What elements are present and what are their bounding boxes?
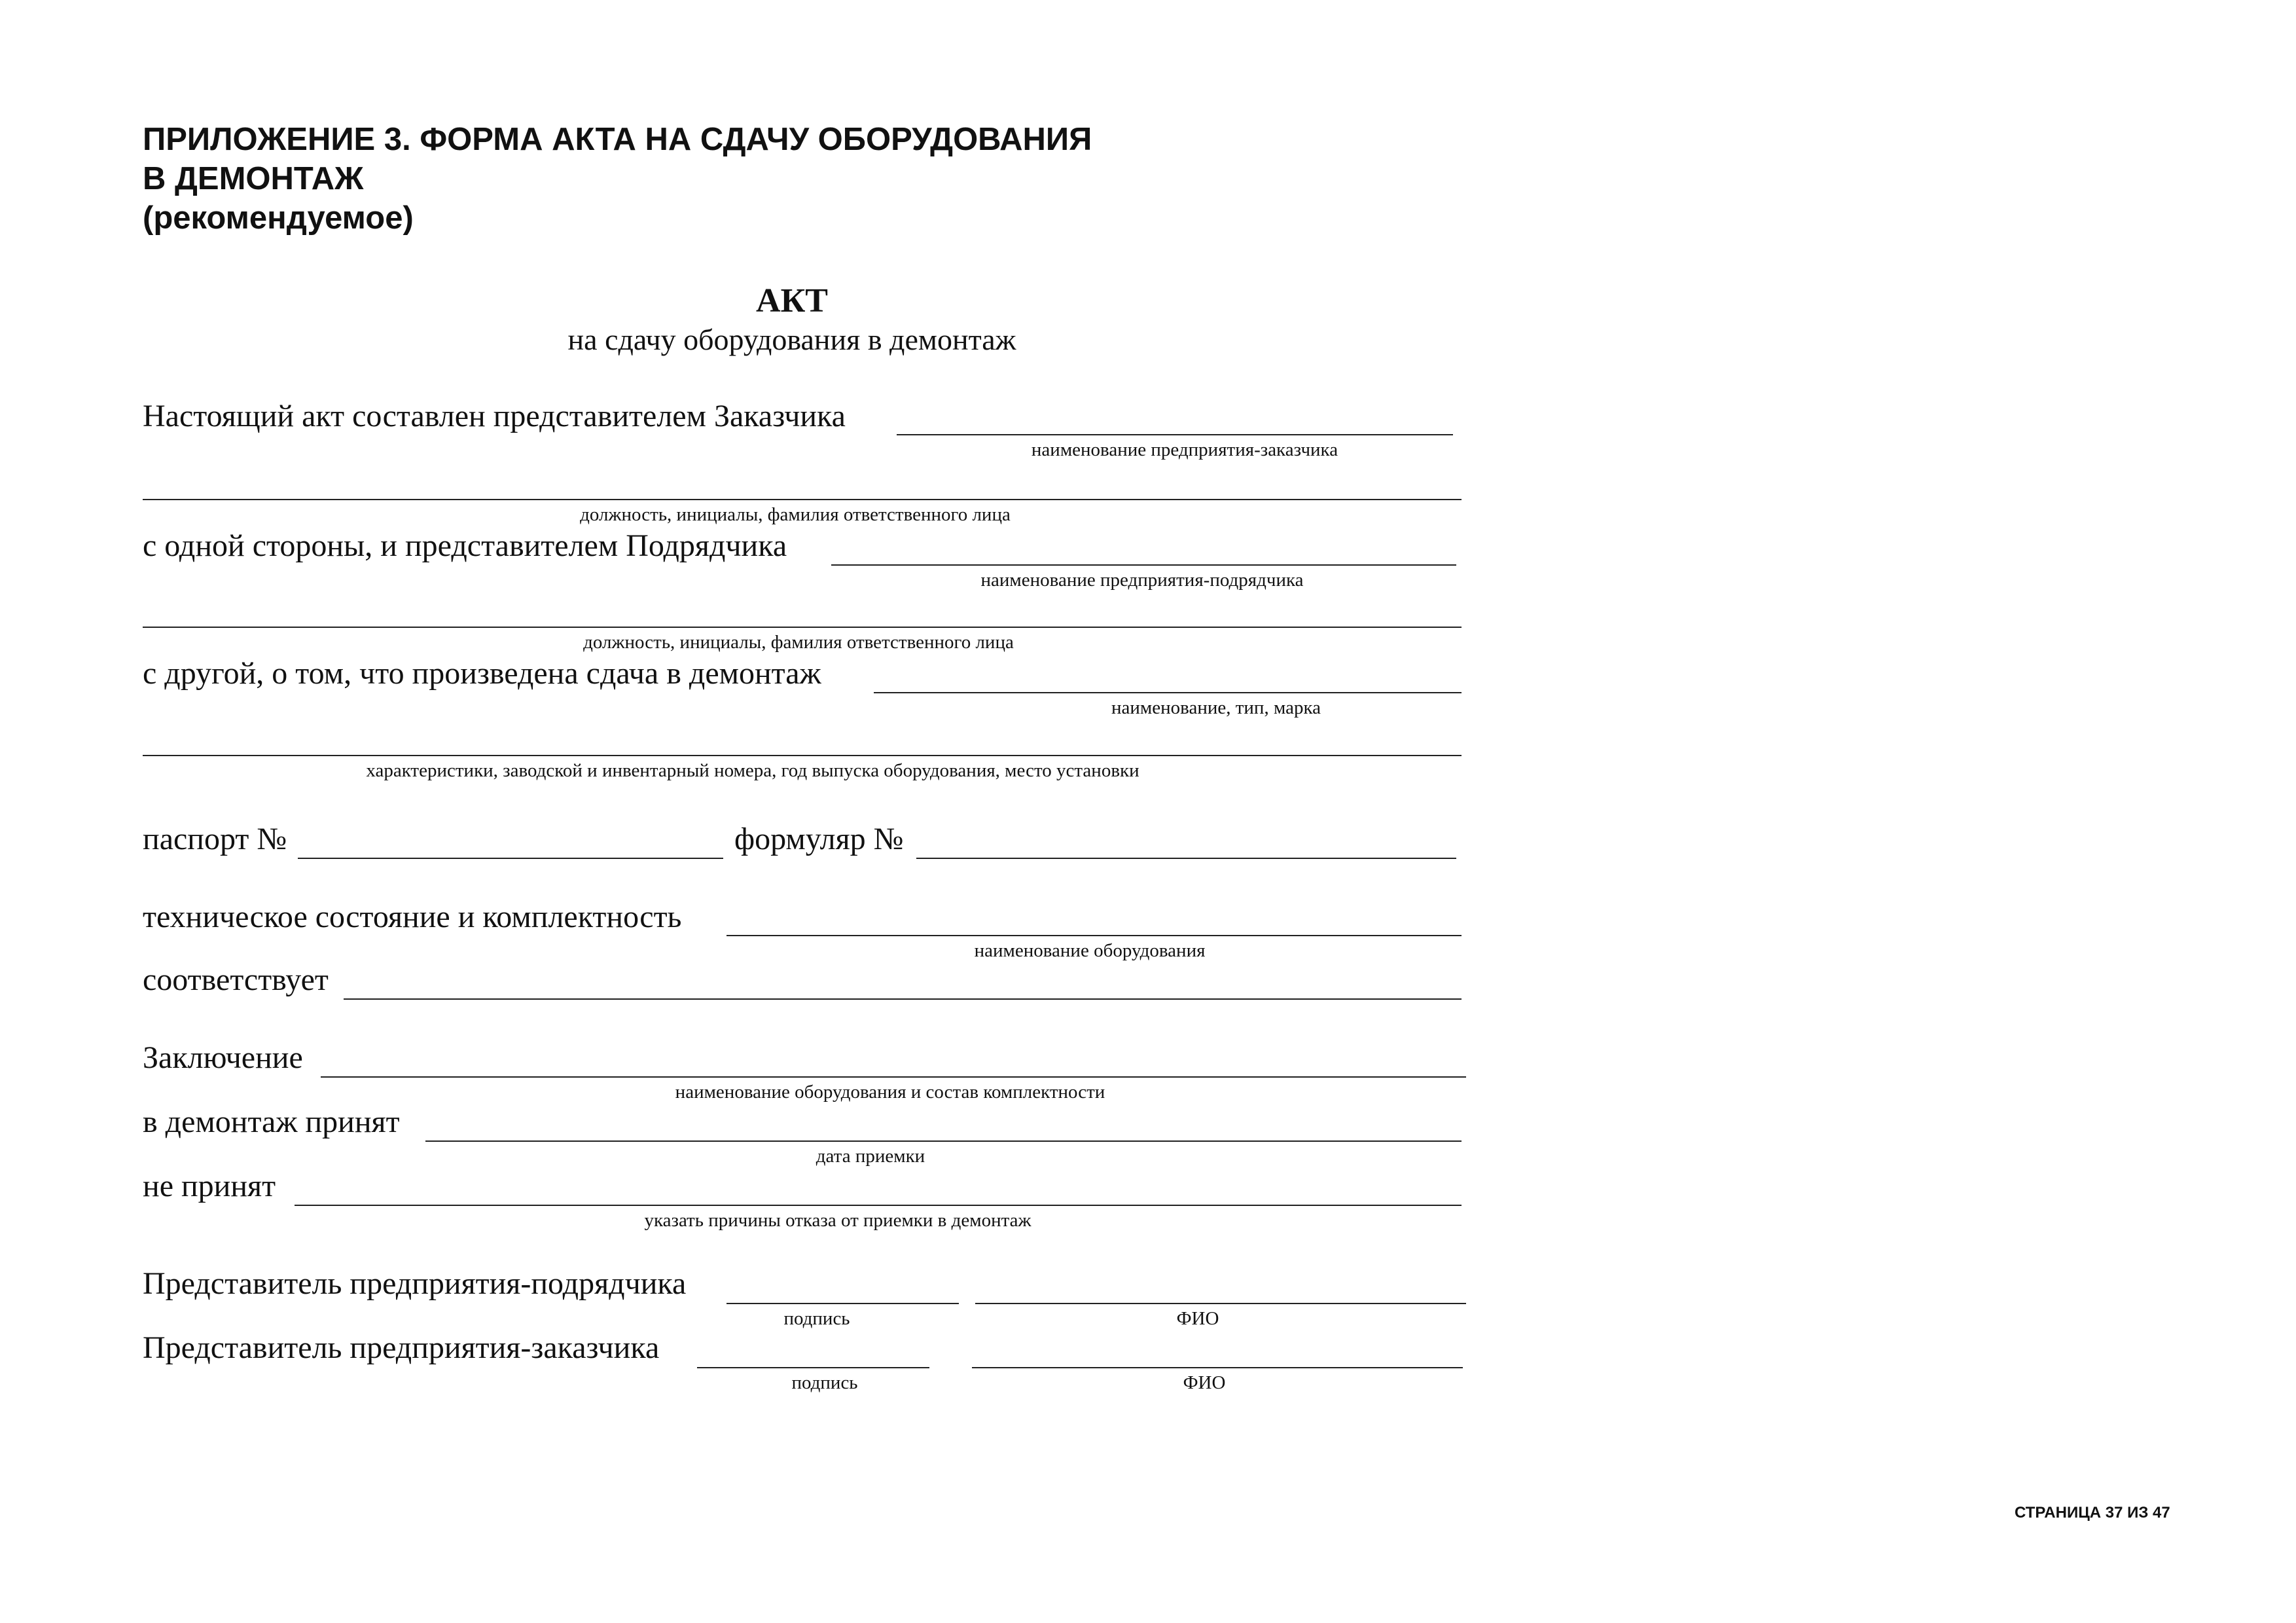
act-title: АКТ [756,282,828,319]
formular-number-line[interactable] [916,858,1456,859]
customer-signature-caption: подпись [791,1372,858,1393]
contractor-name-sign-line[interactable] [975,1303,1466,1304]
conclusion-line[interactable] [321,1076,1466,1078]
accepted-caption: дата приемки [816,1146,925,1167]
handover-label: с другой, о том, что произведена сдача в демонтаж [143,656,821,691]
customer-label: Настоящий акт составлен представителем Заказчика [143,399,846,433]
characteristics-caption: характеристики, заводской и инвентарный номера, год выпуска оборудования, место установки [366,760,1139,781]
customer-signature-line[interactable] [697,1367,929,1368]
contractor-rep-label: Представитель предприятия-подрядчика [143,1266,687,1301]
appendix-heading-line2: В ДЕМОНТАЖ [143,161,364,196]
appendix-heading-line1: ПРИЛОЖЕНИЕ 3. ФОРМА АКТА НА СДАЧУ ОБОРУДОВАНИЯ [143,122,1092,157]
characteristics-line[interactable] [143,755,1462,756]
customer-name-line[interactable] [897,434,1453,435]
not-accepted-line[interactable] [295,1205,1462,1206]
corresponds-label: соответствует [143,962,329,997]
customer-fio-caption: ФИО [1183,1372,1226,1393]
contractor-label: с одной стороны, и представителем Подрядчика [143,528,787,563]
conclusion-label: Заключение [143,1040,303,1075]
tech-state-caption: наименование оборудования [974,940,1206,961]
contractor-signature-line[interactable] [726,1303,959,1304]
formular-label: формуляр № [734,822,904,856]
passport-label: паспорт № [143,822,287,856]
customer-name-sign-line[interactable] [972,1367,1463,1368]
accepted-label: в демонтаж принят [143,1104,400,1139]
act-subtitle: на сдачу оборудования в демонтаж [567,323,1016,356]
tech-state-label: техническое состояние и комплектность [143,900,682,934]
contractor-fio-caption: ФИО [1176,1308,1219,1329]
accepted-date-line[interactable] [425,1140,1462,1142]
appendix-heading-line3: (рекомендуемое) [143,200,414,236]
customer-person-caption: должность, инициалы, фамилия ответственного лица [580,504,1011,525]
handover-caption: наименование, тип, марка [1111,697,1321,718]
contractor-name-line[interactable] [831,564,1456,566]
customer-caption: наименование предприятия-заказчика [1031,439,1338,460]
contractor-person-line[interactable] [143,627,1462,628]
passport-number-line[interactable] [298,858,723,859]
page-number: СТРАНИЦА 37 ИЗ 47 [2015,1504,2170,1522]
contractor-caption: наименование предприятия-подрядчика [980,570,1304,591]
appendix-heading [143,120,1092,238]
contractor-signature-caption: подпись [783,1308,850,1329]
not-accepted-caption: указать причины отказа от приемки в демонтаж [644,1210,1031,1231]
conclusion-caption: наименование оборудования и состав комплектности [675,1082,1105,1103]
corresponds-line[interactable] [344,998,1462,1000]
contractor-person-caption: должность, инициалы, фамилия ответственного лица [583,632,1014,653]
tech-state-line[interactable] [726,935,1462,936]
customer-person-line[interactable] [143,499,1462,500]
customer-rep-label: Представитель предприятия-заказчика [143,1330,660,1365]
handover-equipment-line[interactable] [874,692,1462,693]
not-accepted-label: не принят [143,1169,276,1203]
